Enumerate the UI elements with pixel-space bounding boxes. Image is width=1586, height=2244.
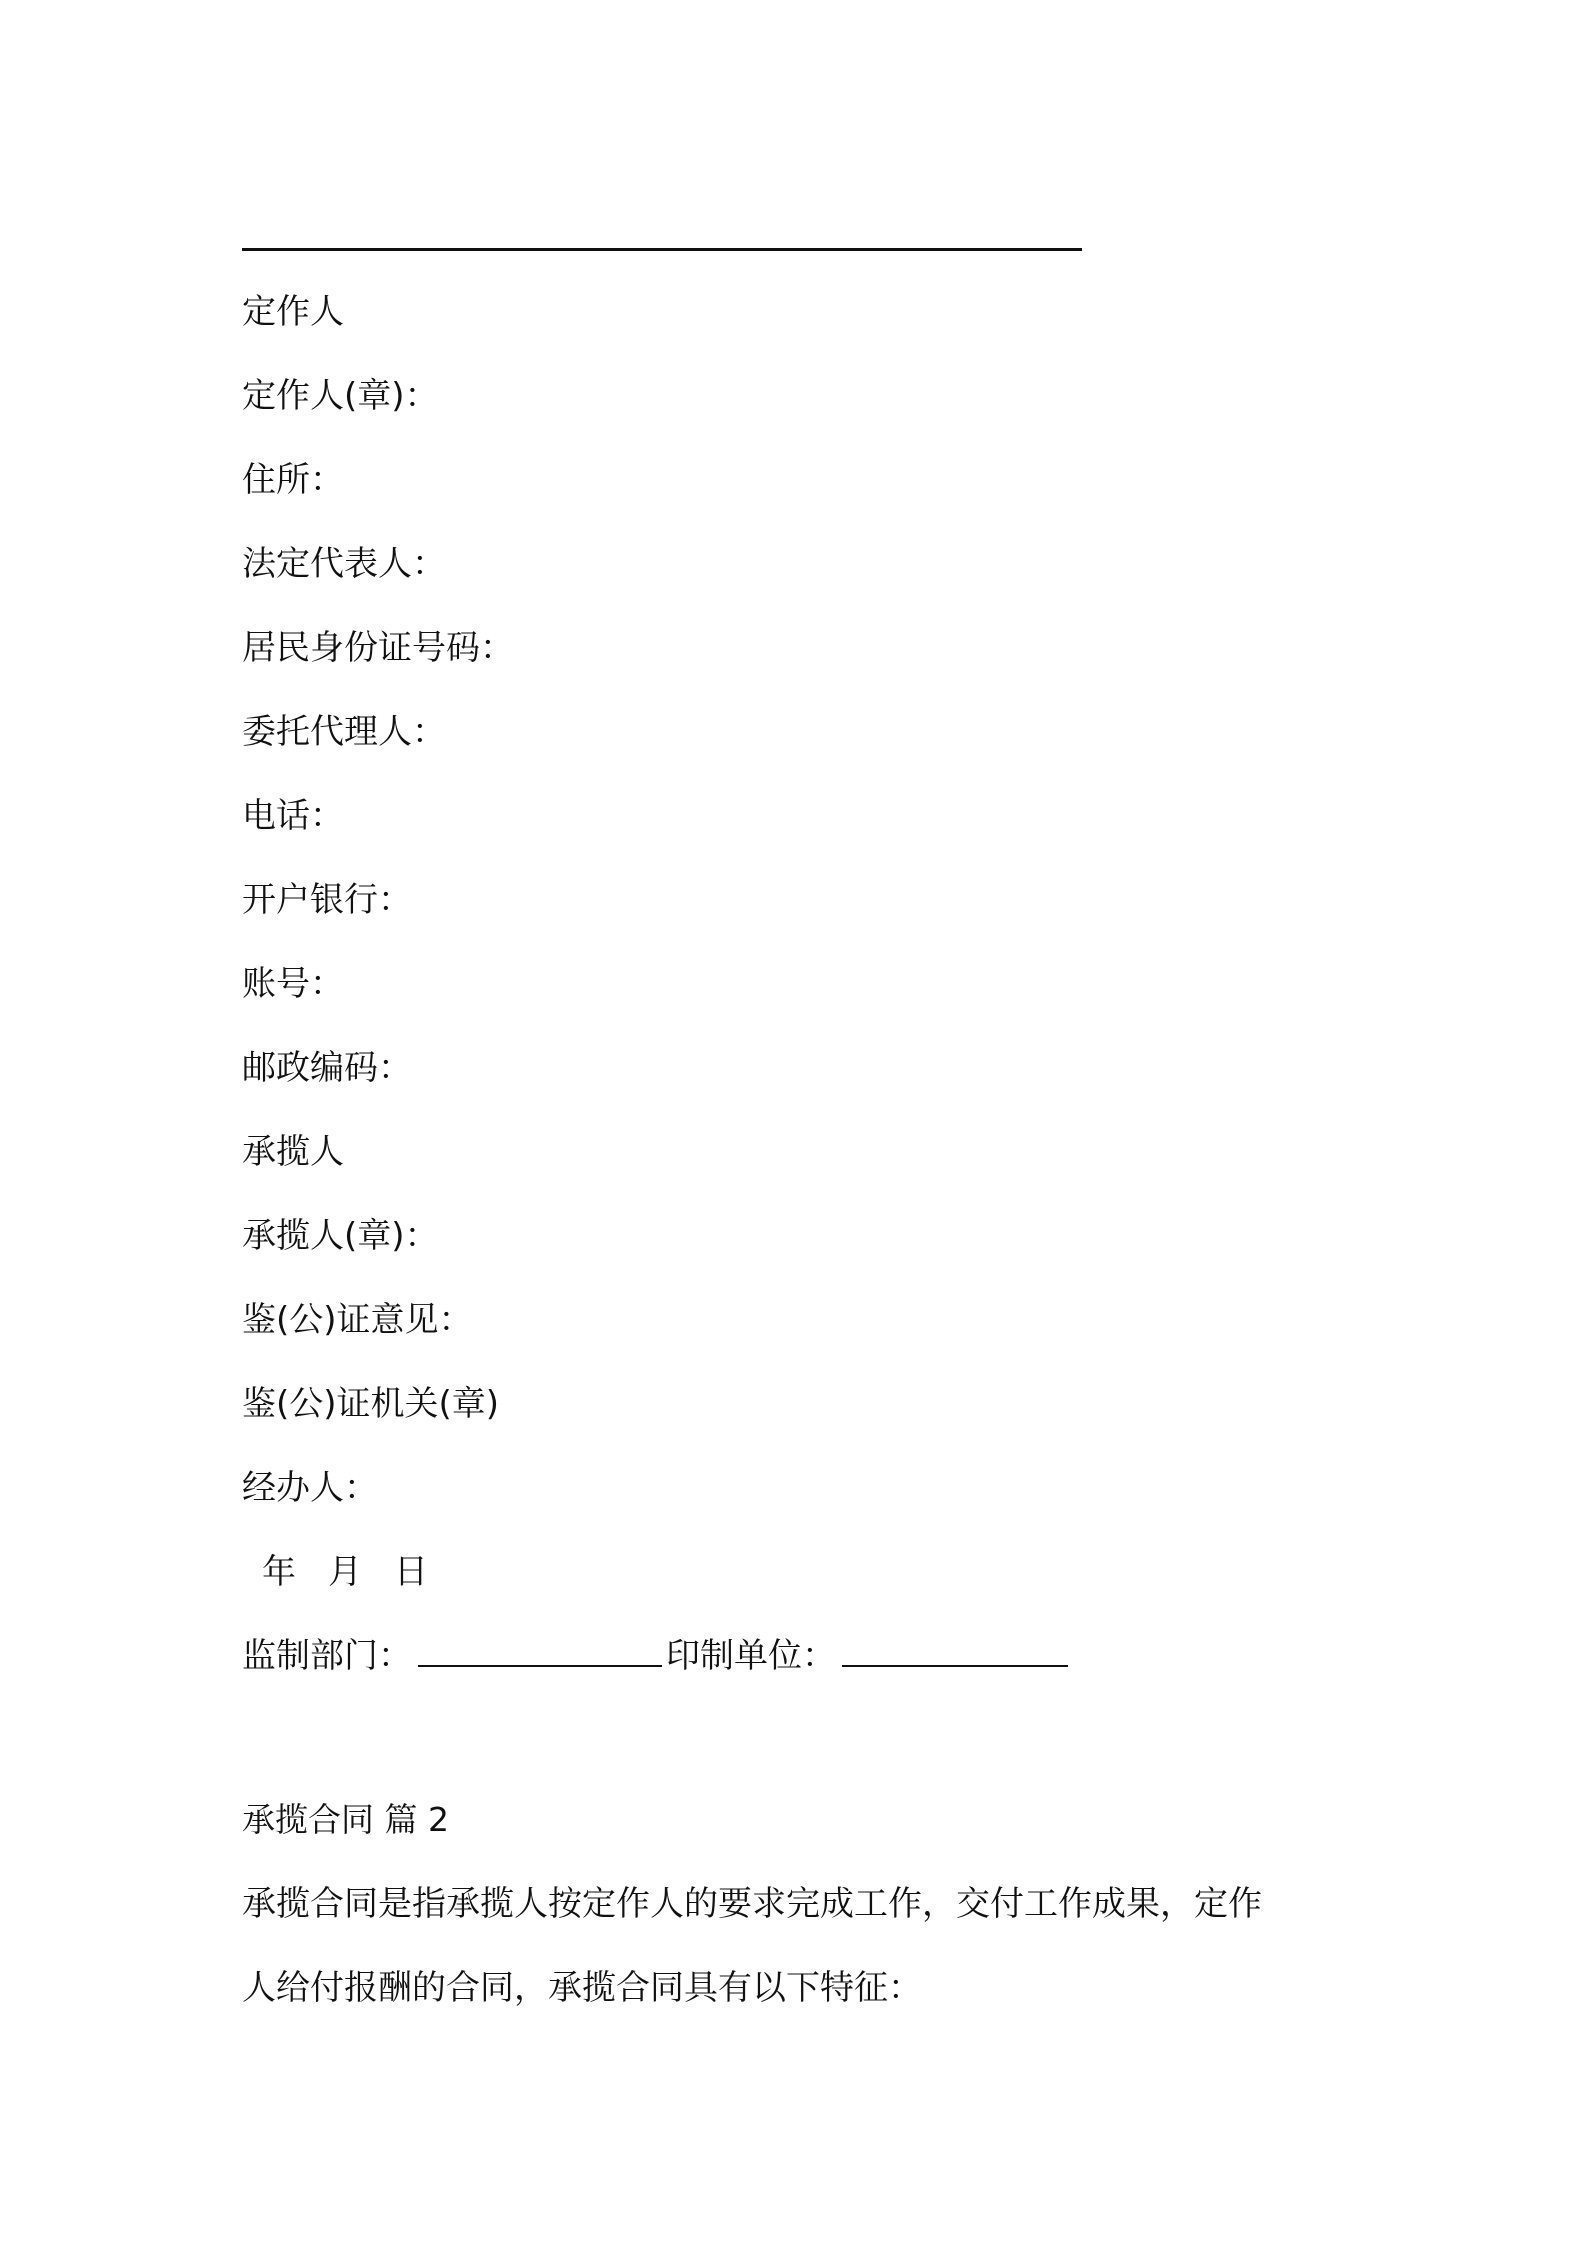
date-line bbox=[262, 1550, 460, 1594]
notary-opinion-label: 鉴(公)证意见： bbox=[242, 1300, 473, 1340]
supervisor-label: 监制部门： bbox=[242, 1636, 412, 1676]
footer-line bbox=[242, 1634, 1072, 1678]
date-month: 月 bbox=[328, 1552, 362, 1592]
party-a-agent-label: 委托代理人： bbox=[242, 712, 446, 752]
party-a-id-number-label: 居民身份证号码： bbox=[242, 628, 514, 668]
party-b-seal-label: 承揽人(章)： bbox=[242, 1216, 439, 1256]
party-a-account-label: 账号： bbox=[242, 964, 344, 1004]
notary-office-seal-label: 鉴(公)证机关(章) bbox=[242, 1384, 500, 1424]
notary-handler-label: 经办人： bbox=[242, 1468, 378, 1508]
date-year: 年 bbox=[262, 1552, 296, 1592]
section-2-paragraph-line-2: 人给付报酬的合同，承揽合同具有以下特征： bbox=[242, 1968, 922, 2008]
party-a-postcode-label: 邮政编码： bbox=[242, 1048, 412, 1088]
printer-blank bbox=[842, 1635, 1068, 1667]
party-a-seal-label: 定作人(章)： bbox=[242, 376, 439, 416]
party-a-bank-label: 开户银行： bbox=[242, 880, 412, 920]
party-a-legal-rep-label: 法定代表人： bbox=[242, 544, 446, 584]
section-2-paragraph-line-1: 承揽合同是指承揽人按定作人的要求完成工作，交付工作成果，定作 bbox=[242, 1884, 1262, 1924]
supervisor-blank bbox=[418, 1635, 662, 1667]
printer-label: 印制单位： bbox=[666, 1636, 836, 1676]
party-a-heading: 定作人 bbox=[242, 292, 344, 332]
date-day: 日 bbox=[394, 1552, 428, 1592]
party-a-address-label: 住所： bbox=[242, 460, 344, 500]
party-a-phone-label: 电话： bbox=[242, 796, 344, 836]
signature-underline bbox=[242, 248, 1082, 251]
section-2-title: 承揽合同 篇 2 bbox=[242, 1800, 449, 1839]
party-b-heading: 承揽人 bbox=[242, 1132, 344, 1172]
